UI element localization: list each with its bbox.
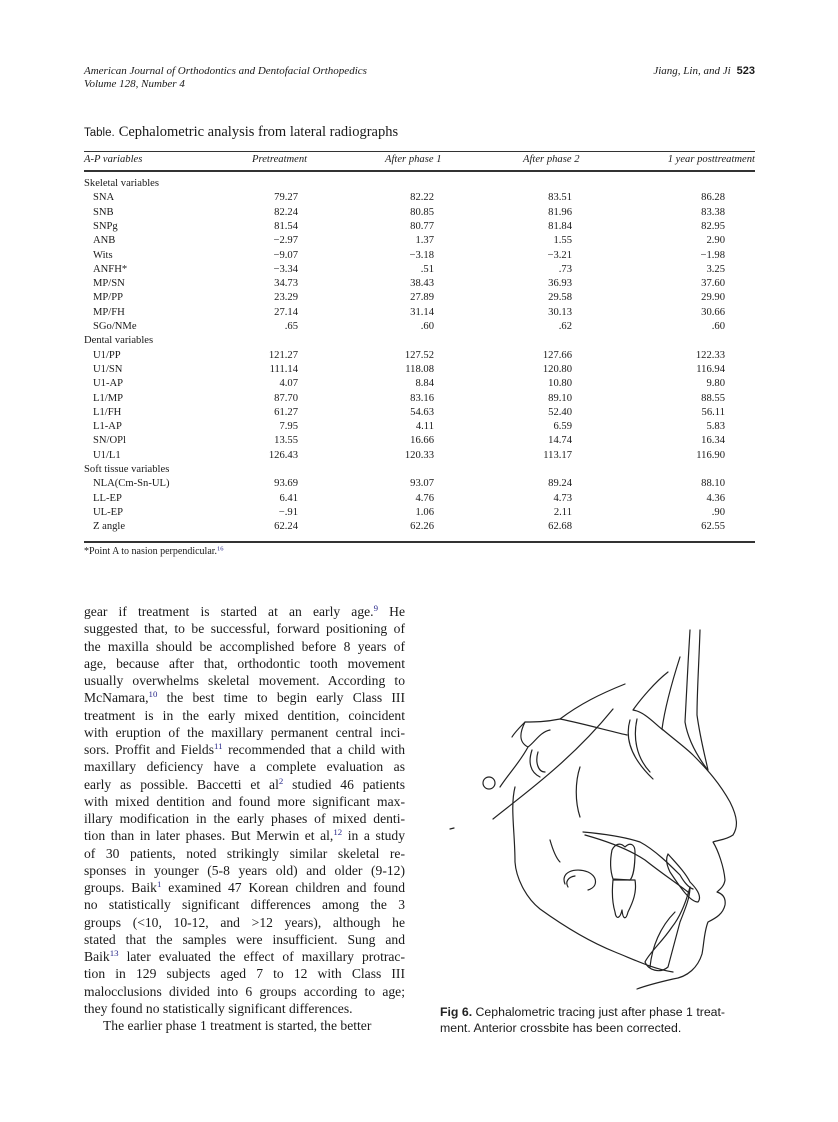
table-row-label: SN/OPl [93, 435, 126, 447]
table-cell: 82.95 [701, 220, 725, 232]
table-cell: 56.11 [701, 406, 725, 418]
table-cell: −3.18 [409, 249, 434, 261]
text-segment: usually overwhelms skeletal movement. According to [84, 673, 405, 688]
text-line [84, 896, 405, 913]
unerupted-tooth [564, 870, 595, 890]
table-cell: 6.41 [279, 492, 298, 504]
citation-ref[interactable]: 12 [333, 827, 343, 838]
table-cell: 118.08 [405, 363, 434, 375]
table-group-heading: Soft tissue variables [84, 464, 170, 475]
table-cell: 2.11 [553, 506, 572, 518]
journal-title: American Journal of Orthodontics and Dentofacial Orthopedics [84, 65, 367, 77]
table-cell: 13.55 [274, 435, 298, 447]
table-cell: 111.14 [269, 363, 298, 375]
text-line [84, 672, 405, 689]
table-cell: −9.07 [273, 249, 298, 261]
table-row-label: LL-EP [93, 492, 122, 504]
table-cell: 10.80 [548, 378, 572, 390]
text-line [84, 776, 405, 793]
text-segment: age, because after that, orthodontic tooth movement [84, 655, 405, 671]
table-cell: .60 [711, 321, 725, 332]
text-segment: malocclusions divided into 6 groups according to age; [84, 983, 405, 999]
citation-ref[interactable]: 9 [373, 603, 378, 614]
table-row-label: U1-AP [93, 378, 124, 390]
table-cell: 80.77 [410, 220, 434, 232]
table-cell: 120.33 [404, 449, 434, 461]
citation-ref[interactable]: 11 [214, 741, 223, 752]
table-cell: 116.90 [696, 449, 725, 461]
text-line [84, 1000, 405, 1017]
figure-label: Fig 6. [440, 1005, 473, 1019]
citation-ref[interactable]: 10 [148, 689, 158, 700]
text-segment: sponses in younger (5-8 years old) and older (9-12) [84, 862, 405, 878]
text-line [84, 758, 405, 775]
text-line [84, 603, 405, 620]
caption-line-2: ment. Anterior crossbite has been corrected. [440, 1021, 682, 1035]
text-line [84, 655, 405, 672]
table-cell: 113.17 [543, 449, 572, 461]
table-top-rule [84, 151, 755, 152]
table-cell: 122.33 [695, 349, 725, 361]
figure-caption [440, 1004, 760, 1036]
ramus-mandible [513, 787, 673, 972]
page-number: 523 [736, 65, 755, 77]
running-head [653, 65, 755, 77]
table-cell: 82.24 [274, 206, 298, 218]
frontal-outline [560, 672, 668, 735]
table-cell: 27.89 [410, 292, 434, 304]
table-cell: 4.11 [415, 421, 434, 433]
table-cell: 2.90 [706, 235, 725, 247]
text-segment: of 30 patients, noted strikingly similar skeletal re- [84, 845, 405, 861]
column-header-variables: A-P variables [84, 154, 143, 165]
nasal-line [685, 630, 707, 769]
table-cell: 80.85 [410, 206, 434, 218]
text-line [84, 638, 405, 655]
table-cell: 27.14 [274, 306, 298, 318]
text-line [84, 862, 405, 879]
table-cell: 93.69 [274, 478, 298, 490]
text-line [84, 948, 405, 965]
text-line [84, 810, 405, 827]
table-row-label: ANFH* [93, 263, 128, 275]
journal-volume: Volume 128, Number 4 [84, 78, 185, 90]
text-line [84, 707, 405, 724]
text-line [84, 1017, 405, 1034]
text-line [84, 965, 405, 982]
table-row-label: U1/SN [93, 363, 123, 375]
soft-tissue-profile [637, 657, 736, 989]
citation-ref[interactable]: 2 [278, 775, 284, 786]
table-cell: −3.34 [273, 263, 298, 275]
table-cell: 62.24 [274, 521, 298, 533]
text-line [84, 689, 405, 706]
palate-lower [585, 835, 688, 892]
table-cell: 81.54 [274, 220, 298, 232]
table-cell: .62 [558, 321, 572, 332]
text-line [84, 724, 405, 741]
column-header-1-year: 1 year posttreatment [667, 154, 755, 165]
table-cell: 30.13 [548, 306, 572, 318]
table-cell: 79.27 [274, 192, 298, 204]
table-row-label: ANB [93, 235, 116, 247]
table-title [84, 124, 398, 141]
text-segment: in a study [342, 828, 405, 844]
text-segment: maxillary deficiency have a complete evaluation as [84, 759, 405, 775]
text-segment: no statistically significant differences among the 3 [84, 897, 405, 913]
text-line [84, 914, 405, 931]
text-line [84, 620, 405, 637]
table-cell: 30.66 [701, 306, 725, 318]
table-row-label: NLA(Cm-Sn-UL) [93, 478, 170, 490]
column-header-pretreatment: Pretreatment [252, 154, 308, 165]
table-row-label: MP/PP [93, 292, 124, 304]
text-line [84, 827, 405, 844]
ramus-line [550, 840, 560, 862]
table-cell: 5.83 [706, 421, 725, 433]
table-cell: 83.38 [701, 206, 725, 218]
cephalometric-tracing-figure [440, 622, 760, 992]
table-cell: 81.84 [548, 220, 572, 232]
footnote-ref[interactable]: 16 [217, 545, 224, 553]
table-cell: 127.52 [404, 349, 434, 361]
table-cell: 86.28 [701, 192, 725, 204]
table-cell: 29.90 [701, 292, 725, 304]
table-row-label: L1/MP [93, 392, 124, 404]
text-segment: early as possible. Baccetti et al [84, 776, 279, 792]
table-cell: 116.94 [696, 363, 725, 375]
table-row-label: SNPg [93, 220, 118, 232]
table-cell: 54.63 [410, 406, 434, 418]
body-text [84, 603, 405, 1034]
table-cell: 87.70 [274, 392, 298, 404]
table-cell: 3.25 [706, 263, 725, 275]
table-cell: .65 [284, 321, 298, 332]
table-cell: 89.10 [548, 392, 572, 404]
table-cell: 81.96 [548, 206, 572, 218]
table-cell: 6.59 [553, 421, 572, 433]
text-segment: with mixed dentition and found more significant max- [84, 793, 405, 809]
molar-upper [611, 844, 635, 880]
table-cell: .51 [420, 263, 434, 275]
text-line [84, 845, 405, 862]
table-cell: 36.93 [548, 278, 572, 290]
table-cell: 120.80 [542, 363, 572, 375]
table-cell: 7.95 [279, 421, 298, 433]
text-segment: tion in 129 subjects aged 7 to 12 with Class III [84, 966, 405, 982]
text-segment: groups. Baik [84, 880, 157, 895]
table-group-heading: Dental variables [84, 335, 154, 347]
table-cell: 126.43 [268, 449, 298, 461]
table-cell: 83.16 [410, 392, 434, 404]
cranial-base [512, 684, 625, 737]
table-cell: 1.55 [553, 235, 572, 247]
text-segment: studied 46 patients [283, 776, 406, 792]
table-cell: 88.55 [701, 392, 725, 404]
text-line [84, 793, 405, 810]
table-cell: 16.66 [410, 435, 434, 447]
column-header-after-phase-2: After phase 2 [523, 154, 580, 165]
caption-line-1: Cephalometric tracing just after phase 1 treat- [472, 1005, 726, 1019]
upper-incisor [667, 854, 700, 902]
text-line [84, 879, 405, 896]
table-cell: 8.84 [415, 378, 434, 390]
column-header-after-phase-1: After phase 1 [385, 154, 442, 165]
table-cell: −1.98 [700, 249, 725, 261]
text-segment: suggested that, to be successful, forward positioning of [84, 621, 405, 637]
text-segment: gear if treatment is started at an early age. [84, 604, 374, 619]
table-cell: 23.29 [274, 292, 298, 304]
table-row-label: U1/L1 [93, 449, 121, 461]
table-row-label: L1-AP [93, 421, 122, 433]
table-cell: 82.22 [410, 192, 434, 204]
table-cell: 4.36 [706, 492, 725, 504]
table-cell: 52.40 [548, 406, 572, 418]
table-cell: 89.24 [548, 478, 572, 490]
palatal-plane [583, 832, 693, 889]
table-row-label: Wits [93, 249, 113, 261]
table-row-label: UL-EP [93, 506, 124, 518]
table-cell: 9.80 [706, 378, 725, 390]
table-cell: 62.26 [410, 521, 434, 533]
table-footnote [84, 546, 224, 557]
table-row-label: SNB [93, 206, 114, 218]
table-cell: 29.58 [548, 292, 572, 304]
text-line [84, 741, 405, 758]
text-segment: recommended that a child with [222, 742, 405, 757]
text-segment: sors. Proffit and Fields [84, 742, 215, 757]
text-segment: the maxilla should be accomplished before 8 years of [84, 638, 405, 654]
table-cell: 16.34 [701, 435, 725, 447]
table-cell: 62.55 [701, 521, 725, 533]
table-row-label: MP/FH [93, 306, 125, 318]
text-segment: they found no statistically significant differences. [84, 1000, 353, 1016]
text-segment: examined 47 Korean children and found [161, 880, 405, 895]
sn-line [493, 709, 613, 819]
table-label: Table. [84, 127, 115, 139]
table-cell: 37.60 [701, 278, 725, 290]
table-row-label: U1/PP [93, 349, 121, 361]
table-bottom-rule [84, 541, 755, 543]
text-segment: the best time to begin early Class III [157, 690, 405, 706]
table-cell: .73 [558, 263, 572, 275]
table-row-label: MP/SN [93, 278, 125, 290]
table-cell: −3.21 [547, 249, 572, 261]
table-cell: 4.76 [415, 492, 434, 504]
table-cell: .60 [420, 321, 434, 332]
text-segment: treatment is in the early mixed dentition, coincident [84, 707, 405, 723]
table-cell: 83.51 [548, 192, 572, 204]
table-cell: −2.97 [273, 235, 298, 247]
text-segment: illary modification in the early phases of mixed denti- [84, 811, 405, 826]
table-cell: 4.73 [553, 492, 572, 504]
table-cell: 93.07 [410, 478, 434, 490]
table-cell: 14.74 [548, 435, 572, 447]
authors: Jiang, Lin, and Ji [653, 65, 731, 77]
nasal-line-2 [697, 630, 708, 770]
text-segment: later evaluated the effect of maxillary protrac- [118, 949, 405, 964]
text-line [84, 983, 405, 1000]
table-cell: −.91 [278, 506, 298, 518]
citation-ref[interactable]: 13 [109, 948, 119, 959]
pterygoid [576, 767, 580, 817]
table-row-label: SNA [93, 192, 115, 204]
marker [450, 828, 454, 829]
orbit [628, 719, 653, 779]
table-cell: 61.27 [274, 406, 298, 418]
text-segment: The earlier phase 1 treatment is started, the better [103, 1018, 372, 1033]
text-segment: with eruption of the maxillary permanent central inci- [84, 724, 405, 740]
table-cell: 1.37 [415, 235, 434, 247]
citation-ref[interactable]: 1 [156, 879, 162, 890]
table-cell: 31.14 [410, 306, 434, 318]
table-cell: .90 [711, 506, 725, 518]
sella-ear [500, 722, 550, 787]
table-cell: 121.27 [268, 349, 298, 361]
table-cell: 1.06 [415, 506, 434, 518]
table-cell: 34.73 [274, 278, 298, 290]
table-cell: 127.66 [542, 349, 572, 361]
text-segment: Baik [84, 949, 110, 964]
table-cell: 4.07 [279, 378, 298, 390]
footnote-text: *Point A to nasion perpendicular. [84, 546, 218, 557]
table-caption: Cephalometric analysis from lateral radiographs [118, 124, 399, 140]
text-segment: McNamara, [84, 690, 149, 706]
table-row-label: SGo/NMe [93, 321, 137, 332]
text-line [84, 931, 405, 948]
ear-rod [483, 777, 495, 789]
table-header-rule [84, 170, 755, 172]
text-segment: stated that the samples were insufficient. Sung and [84, 931, 405, 947]
text-segment: groups (<10, 10-12, and >12 years), although he [84, 914, 405, 930]
table-cell: 88.10 [701, 478, 725, 490]
text-segment: tion than in later phases. But Merwin et al, [84, 828, 334, 844]
table-cell: 62.68 [548, 521, 572, 533]
table-group-heading: Skeletal variables [84, 178, 160, 189]
molar-lower [612, 880, 635, 918]
table-row-label: Z angle [93, 521, 126, 533]
table-row-label: L1/FH [93, 406, 122, 418]
table-cell: 38.43 [410, 278, 434, 290]
text-segment: He [378, 604, 405, 619]
